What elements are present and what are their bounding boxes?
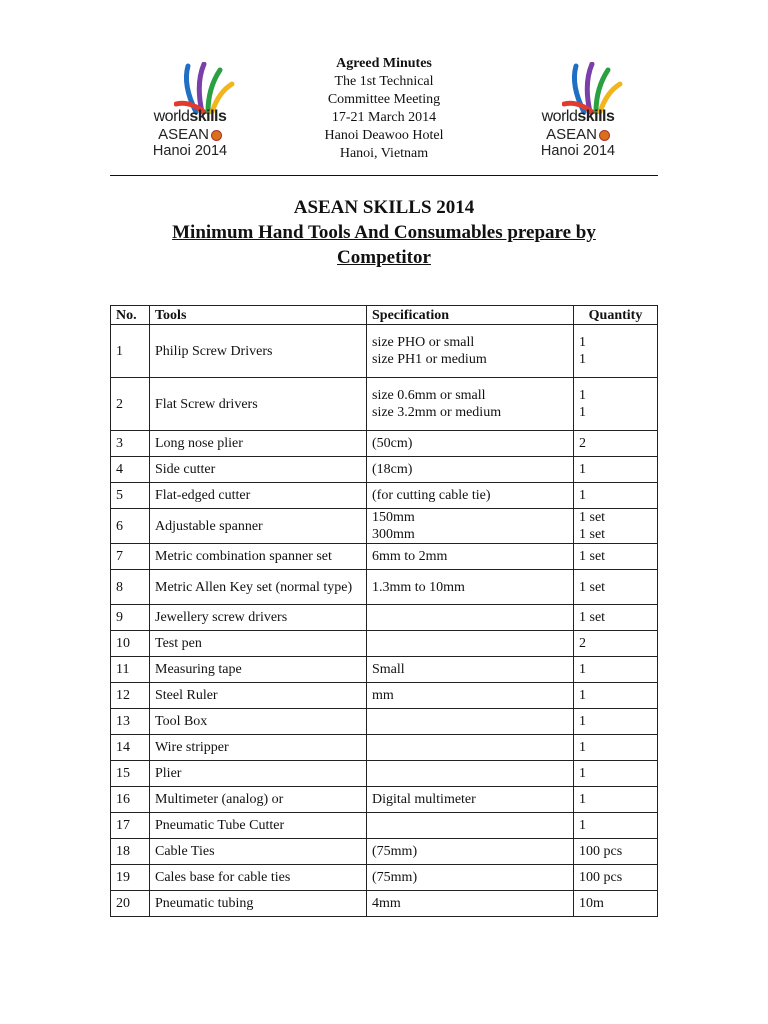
logo-world-text: world	[541, 108, 578, 125]
header-quantity: Quantity	[574, 306, 658, 325]
cell-qty	[574, 761, 658, 787]
cell-qty	[574, 891, 658, 917]
cell-qty-line: 1 set	[579, 549, 606, 564]
cell-qty-line: 1 set	[579, 579, 606, 595]
table-row	[111, 431, 658, 457]
meeting-minutes-header	[0, 55, 768, 163]
cell-spec-line: (75mm)	[372, 844, 418, 859]
document-heading	[0, 195, 768, 270]
cell-no: 6	[111, 509, 150, 544]
cell-tool: Wire stripper	[150, 735, 367, 761]
table-row	[111, 509, 658, 544]
cell-qty-line: 1	[579, 766, 586, 781]
table-row	[111, 457, 658, 483]
table-row	[111, 605, 658, 631]
cell-qty-line: 2	[579, 436, 586, 451]
table-row	[111, 631, 658, 657]
cell-qty-line: 100 pcs	[579, 870, 623, 885]
cell-qty-line: 1 set	[579, 510, 606, 525]
cell-qty-line: 1	[579, 488, 586, 503]
header-tools: Tools	[150, 306, 367, 325]
cell-qty-line: 1	[579, 662, 586, 677]
cell-no: 11	[111, 657, 150, 683]
cell-no: 7	[111, 544, 150, 570]
cell-no: 20	[111, 891, 150, 917]
cell-qty-line: 1	[579, 740, 586, 755]
cell-spec-line: size PHO or small	[372, 335, 475, 350]
cell-qty-line: 100 pcs	[579, 844, 623, 859]
cell-spec	[367, 657, 574, 683]
tools-table-body	[111, 325, 658, 917]
cell-qty-line: 1	[579, 714, 586, 729]
cell-no: 1	[111, 325, 150, 378]
cell-no: 2	[111, 378, 150, 431]
cell-qty	[574, 735, 658, 761]
cell-no: 13	[111, 709, 150, 735]
cell-spec	[367, 509, 574, 544]
cell-spec	[367, 483, 574, 509]
cell-qty	[574, 509, 658, 544]
cell-qty	[574, 378, 658, 431]
cell-qty-line: 1	[579, 352, 586, 367]
cell-qty-line: 1	[579, 405, 586, 420]
cell-tool: Pneumatic tubing	[150, 891, 367, 917]
cell-spec-line: (for cutting cable tie)	[372, 488, 491, 503]
cell-tool: Cales base for cable ties	[150, 865, 367, 891]
cell-qty-line: 1	[579, 792, 586, 807]
cell-tool: Side cutter	[150, 457, 367, 483]
cell-tool: Long nose plier	[150, 431, 367, 457]
cell-qty-line: 1 set	[579, 610, 606, 625]
cell-no: 18	[111, 839, 150, 865]
cell-no: 16	[111, 787, 150, 813]
minutes-date: 17-21 March 2014	[331, 110, 437, 125]
cell-tool: Pneumatic Tube Cutter	[150, 813, 367, 839]
cell-no: 3	[111, 431, 150, 457]
cell-spec-line: 1.3mm to 10mm	[372, 579, 465, 595]
cell-qty	[574, 631, 658, 657]
cell-no: 8	[111, 570, 150, 605]
table-row	[111, 865, 658, 891]
table-row	[111, 787, 658, 813]
cell-spec-line: mm	[372, 688, 394, 703]
cell-qty-line: 1	[579, 335, 586, 350]
cell-spec-line: size 3.2mm or medium	[372, 405, 502, 420]
cell-qty-line: 1 set	[579, 527, 606, 542]
cell-spec	[367, 813, 574, 839]
cell-no: 19	[111, 865, 150, 891]
cell-tool: Plier	[150, 761, 367, 787]
table-row	[111, 709, 658, 735]
cell-qty-line: 2	[579, 636, 586, 651]
cell-no: 9	[111, 605, 150, 631]
cell-qty-line: 1	[579, 462, 586, 477]
cell-spec-line: (75mm)	[372, 870, 418, 885]
cell-qty	[574, 683, 658, 709]
cell-qty	[574, 813, 658, 839]
header-specification: Specification	[367, 306, 574, 325]
cell-spec	[367, 570, 574, 605]
cell-tool: Philip Screw Drivers	[150, 325, 367, 378]
minutes-title: Agreed Minutes	[336, 56, 432, 71]
table-row	[111, 891, 658, 917]
document-subtitle-line1: Minimum Hand Tools And Consumables prepare by	[172, 222, 596, 243]
minutes-location: Hanoi, Vietnam	[339, 146, 429, 161]
cell-qty	[574, 544, 658, 570]
cell-no: 17	[111, 813, 150, 839]
cell-qty-line: 1	[579, 388, 586, 403]
cell-spec	[367, 839, 574, 865]
header-no: No.	[111, 306, 150, 325]
cell-spec-line: 300mm	[372, 527, 415, 542]
table-row	[111, 761, 658, 787]
cell-no: 10	[111, 631, 150, 657]
cell-qty	[574, 483, 658, 509]
cell-tool: Test pen	[150, 631, 367, 657]
cell-tool: Adjustable spanner	[150, 509, 367, 544]
cell-tool: Jewellery screw drivers	[150, 605, 367, 631]
cell-spec-line: size PH1 or medium	[372, 352, 487, 367]
table-row	[111, 544, 658, 570]
logo-world-text: world	[153, 108, 190, 125]
cell-tool: Flat Screw drivers	[150, 378, 367, 431]
cell-spec	[367, 544, 574, 570]
cell-spec	[367, 325, 574, 378]
cell-spec-line: (50cm)	[372, 436, 413, 451]
minutes-line: Committee Meeting	[327, 92, 441, 107]
cell-no: 14	[111, 735, 150, 761]
table-row	[111, 325, 658, 378]
table-row	[111, 683, 658, 709]
cell-qty	[574, 457, 658, 483]
cell-no: 5	[111, 483, 150, 509]
cell-qty-line: 1	[579, 818, 586, 833]
cell-spec	[367, 761, 574, 787]
cell-qty-line: 10m	[579, 896, 604, 911]
cell-qty	[574, 570, 658, 605]
cell-qty	[574, 431, 658, 457]
table-row	[111, 657, 658, 683]
cell-spec	[367, 735, 574, 761]
table-header-row	[111, 306, 658, 325]
cell-tool: Cable Ties	[150, 839, 367, 865]
cell-no: 4	[111, 457, 150, 483]
minutes-venue: Hanoi Deawoo Hotel	[324, 128, 444, 143]
cell-qty	[574, 657, 658, 683]
cell-qty	[574, 787, 658, 813]
cell-spec	[367, 683, 574, 709]
logo-city-text: Hanoi 2014	[540, 143, 616, 159]
cell-spec-line: 6mm to 2mm	[372, 549, 448, 564]
cell-no: 12	[111, 683, 150, 709]
table-row	[111, 378, 658, 431]
cell-tool: Tool Box	[150, 709, 367, 735]
table-row	[111, 839, 658, 865]
table-row	[111, 570, 658, 605]
cell-spec	[367, 378, 574, 431]
logo-skills-text: skills	[189, 108, 227, 125]
cell-tool: Metric combination spanner set	[150, 544, 367, 570]
cell-spec	[367, 605, 574, 631]
cell-qty	[574, 325, 658, 378]
table-row	[111, 483, 658, 509]
cell-spec	[367, 431, 574, 457]
logo-skills-text: skills	[577, 108, 615, 125]
cell-spec-line: Small	[372, 662, 405, 677]
header-divider	[110, 175, 658, 176]
cell-spec	[367, 787, 574, 813]
cell-spec	[367, 457, 574, 483]
cell-spec	[367, 865, 574, 891]
logo-asean-text: ASEAN	[158, 126, 209, 143]
cell-qty	[574, 839, 658, 865]
cell-tool: Flat-edged cutter	[150, 483, 367, 509]
cell-qty-line: 1	[579, 688, 586, 703]
cell-qty	[574, 605, 658, 631]
cell-spec-line: Digital multimeter	[372, 792, 476, 807]
cell-tool: Steel Ruler	[150, 683, 367, 709]
cell-spec	[367, 709, 574, 735]
logo-asean-text: ASEAN	[546, 126, 597, 143]
tools-table	[110, 305, 658, 917]
document-title: ASEAN SKILLS 2014	[293, 197, 475, 218]
cell-tool: Multimeter (analog) or	[150, 787, 367, 813]
cell-spec-line: size 0.6mm or small	[372, 388, 486, 403]
cell-spec-line: 150mm	[372, 510, 415, 525]
cell-spec	[367, 631, 574, 657]
cell-qty	[574, 865, 658, 891]
cell-tool: Metric Allen Key set (normal type)	[150, 570, 367, 605]
table-row	[111, 735, 658, 761]
cell-qty	[574, 709, 658, 735]
table-row	[111, 813, 658, 839]
minutes-line: The 1st Technical	[334, 74, 434, 89]
cell-spec-line: (18cm)	[372, 462, 413, 477]
cell-spec	[367, 891, 574, 917]
logo-city-text: Hanoi 2014	[152, 143, 228, 159]
cell-no: 15	[111, 761, 150, 787]
cell-tool: Measuring tape	[150, 657, 367, 683]
document-subtitle-line2: Competitor	[337, 247, 431, 268]
cell-spec-line: 4mm	[372, 896, 401, 911]
